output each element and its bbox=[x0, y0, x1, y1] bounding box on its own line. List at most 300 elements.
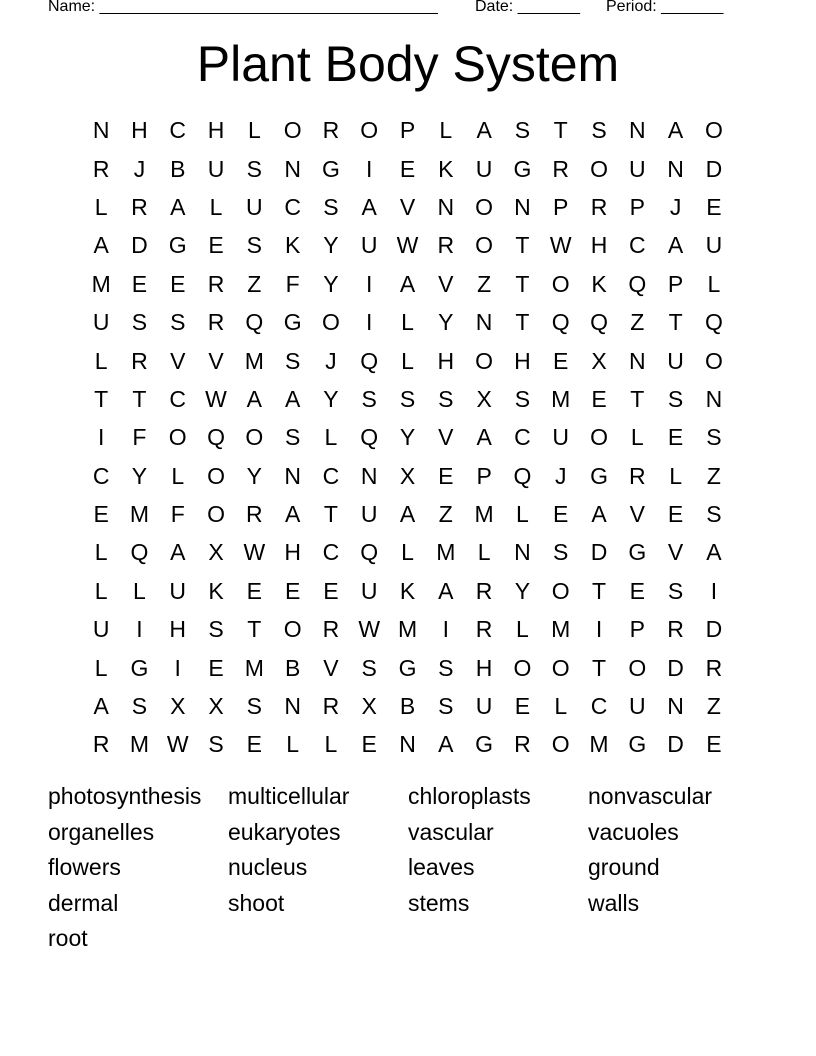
grid-letter[interactable]: C bbox=[514, 424, 531, 451]
grid-letter[interactable]: V bbox=[438, 270, 454, 297]
grid-letter[interactable]: H bbox=[207, 117, 225, 144]
word-bank-item: stems bbox=[408, 889, 470, 916]
grid-letter[interactable]: T bbox=[630, 385, 645, 412]
grid-letter[interactable]: D bbox=[131, 232, 148, 259]
grid-letter[interactable]: Q bbox=[245, 309, 264, 336]
grid-letter[interactable]: T bbox=[515, 270, 530, 297]
grid-letter[interactable]: M bbox=[474, 501, 494, 528]
grid-letter[interactable]: R bbox=[552, 155, 570, 182]
grid-letter[interactable]: R bbox=[322, 693, 340, 720]
grid-letter[interactable]: S bbox=[667, 385, 684, 412]
grid-letter[interactable]: O bbox=[704, 347, 723, 374]
grid-letter[interactable]: A bbox=[246, 385, 262, 412]
grid-row bbox=[82, 149, 734, 187]
grid-letter[interactable]: U bbox=[169, 577, 187, 604]
grid-letter[interactable]: S bbox=[361, 654, 377, 681]
grid-letter[interactable]: L bbox=[94, 539, 108, 566]
grid-letter[interactable]: S bbox=[361, 385, 377, 412]
grid-letter[interactable]: W bbox=[358, 616, 381, 643]
grid-letter[interactable]: O bbox=[513, 654, 532, 681]
grid-letter[interactable]: W bbox=[549, 232, 572, 259]
grid-letter[interactable]: Z bbox=[706, 693, 721, 720]
grid-letter[interactable]: H bbox=[284, 539, 301, 566]
grid-letter[interactable]: H bbox=[590, 232, 608, 259]
grid-letter[interactable]: W bbox=[205, 385, 227, 412]
grid-letter[interactable]: O bbox=[551, 270, 570, 297]
grid-letter[interactable]: Q bbox=[360, 424, 379, 451]
grid-letter[interactable]: W bbox=[243, 539, 266, 566]
grid-letter[interactable]: L bbox=[401, 347, 414, 374]
grid-letter[interactable]: P bbox=[629, 616, 645, 643]
grid-letter[interactable]: C bbox=[322, 539, 340, 566]
grid-letter[interactable]: L bbox=[401, 309, 414, 336]
grid-letter[interactable]: K bbox=[399, 577, 416, 604]
grid-letter[interactable]: E bbox=[667, 501, 684, 528]
grid-letter[interactable]: G bbox=[130, 654, 149, 681]
grid-letter[interactable]: S bbox=[284, 424, 301, 451]
grid-letter[interactable]: H bbox=[475, 654, 493, 681]
grid-letter[interactable]: S bbox=[246, 155, 262, 182]
grid-letter[interactable]: M bbox=[91, 270, 111, 297]
grid-letter[interactable]: R bbox=[628, 462, 646, 489]
grid-letter[interactable]: R bbox=[475, 616, 493, 643]
grid-letter[interactable]: E bbox=[284, 577, 301, 604]
date-field[interactable]: Date: _______ bbox=[475, 0, 580, 15]
grid-letter[interactable]: N bbox=[92, 117, 110, 144]
grid-letter[interactable]: U bbox=[92, 309, 110, 336]
grid-letter[interactable]: G bbox=[628, 539, 647, 566]
grid-letter[interactable]: S bbox=[438, 693, 454, 720]
grid-letter[interactable]: N bbox=[284, 155, 301, 182]
grid-letter[interactable]: S bbox=[399, 385, 416, 412]
grid-letter[interactable]: I bbox=[366, 155, 373, 182]
grid-letter[interactable]: P bbox=[667, 270, 684, 297]
grid-letter[interactable]: E bbox=[553, 501, 569, 528]
grid-letter[interactable]: C bbox=[628, 232, 646, 259]
grid-letter[interactable]: T bbox=[94, 385, 109, 412]
grid-letter[interactable]: V bbox=[208, 347, 224, 374]
grid-letter[interactable]: E bbox=[208, 232, 224, 259]
grid-letter[interactable]: N bbox=[628, 117, 646, 144]
grid-letter[interactable]: K bbox=[208, 577, 224, 604]
grid-letter[interactable]: A bbox=[476, 424, 492, 451]
grid-letter[interactable]: L bbox=[439, 117, 453, 144]
grid-letter[interactable]: U bbox=[207, 155, 225, 182]
grid-letter[interactable]: X bbox=[591, 347, 607, 374]
grid-letter[interactable]: L bbox=[94, 347, 108, 374]
grid-letter[interactable]: Z bbox=[630, 309, 645, 336]
grid-letter[interactable]: B bbox=[170, 155, 186, 182]
grid-letter[interactable]: R bbox=[92, 731, 110, 758]
grid-letter[interactable]: A bbox=[591, 501, 607, 528]
grid-letter[interactable]: A bbox=[476, 117, 492, 144]
grid-letter[interactable]: Q bbox=[360, 347, 379, 374]
grid-letter[interactable]: N bbox=[667, 693, 684, 720]
grid-letter[interactable]: D bbox=[667, 731, 684, 758]
grid-letter[interactable]: R bbox=[590, 193, 608, 220]
grid-letter[interactable]: H bbox=[131, 117, 148, 144]
grid-letter[interactable]: S bbox=[438, 385, 454, 412]
grid-letter[interactable]: O bbox=[475, 193, 494, 220]
grid-letter[interactable]: E bbox=[667, 424, 684, 451]
grid-letter[interactable]: U bbox=[552, 424, 570, 451]
grid-letter[interactable]: M bbox=[129, 731, 150, 758]
grid-letter[interactable]: A bbox=[667, 232, 684, 259]
grid-letter[interactable]: E bbox=[514, 693, 531, 720]
grid-letter[interactable]: E bbox=[438, 462, 454, 489]
grid-letter[interactable]: L bbox=[669, 462, 682, 489]
grid-letter[interactable]: S bbox=[284, 347, 301, 374]
grid-letter[interactable]: A bbox=[706, 539, 722, 566]
grid-letter[interactable]: T bbox=[323, 501, 338, 528]
grid-letter[interactable]: N bbox=[628, 347, 646, 374]
grid-letter[interactable]: M bbox=[436, 539, 456, 566]
grid-letter[interactable]: R bbox=[131, 347, 148, 374]
grid-letter[interactable]: U bbox=[92, 616, 110, 643]
grid-letter[interactable]: S bbox=[246, 693, 262, 720]
grid-letter[interactable]: X bbox=[170, 693, 186, 720]
grid-letter[interactable]: N bbox=[514, 193, 531, 220]
grid-letter[interactable]: D bbox=[667, 654, 684, 681]
grid-letter[interactable]: R bbox=[705, 654, 723, 681]
grid-letter[interactable]: A bbox=[284, 385, 301, 412]
grid-letter[interactable]: M bbox=[244, 654, 264, 681]
grid-letter[interactable]: O bbox=[551, 654, 570, 681]
grid-letter[interactable]: Q bbox=[207, 424, 225, 451]
grid-letter[interactable]: L bbox=[247, 117, 261, 144]
grid-letter[interactable]: Q bbox=[360, 539, 379, 566]
grid-letter[interactable]: Y bbox=[438, 309, 454, 336]
grid-letter[interactable]: H bbox=[437, 347, 455, 374]
grid-letter[interactable]: E bbox=[131, 270, 148, 297]
grid-letter[interactable]: Q bbox=[551, 309, 570, 336]
grid-letter[interactable]: C bbox=[590, 693, 608, 720]
grid-letter[interactable]: X bbox=[399, 462, 416, 489]
grid-letter[interactable]: A bbox=[170, 193, 186, 220]
grid-letter[interactable]: R bbox=[437, 232, 455, 259]
grid-letter[interactable]: Y bbox=[323, 232, 339, 259]
grid-letter[interactable]: I bbox=[366, 270, 373, 297]
grid-letter[interactable]: F bbox=[170, 501, 185, 528]
grid-letter[interactable]: L bbox=[707, 270, 721, 297]
grid-letter[interactable]: V bbox=[438, 424, 454, 451]
grid-letter[interactable]: G bbox=[513, 155, 532, 182]
grid-letter[interactable]: Y bbox=[514, 577, 531, 604]
grid-letter[interactable]: O bbox=[475, 232, 494, 259]
grid-letter[interactable]: U bbox=[360, 501, 378, 528]
grid-letter[interactable]: G bbox=[475, 731, 494, 758]
grid-letter[interactable]: C bbox=[284, 193, 301, 220]
grid-row bbox=[82, 341, 734, 379]
grid-letter[interactable]: L bbox=[94, 577, 108, 604]
grid-letter[interactable]: G bbox=[590, 462, 608, 489]
grid-letter[interactable]: L bbox=[401, 539, 414, 566]
grid-letter[interactable]: R bbox=[322, 117, 340, 144]
grid-letter[interactable]: C bbox=[92, 462, 110, 489]
grid-letter[interactable]: N bbox=[284, 462, 301, 489]
grid-letter[interactable]: L bbox=[94, 193, 108, 220]
grid-letter[interactable]: U bbox=[360, 232, 378, 259]
grid-letter[interactable]: S bbox=[514, 117, 531, 144]
grid-letter[interactable]: G bbox=[321, 155, 340, 182]
grid-letter[interactable]: L bbox=[209, 193, 223, 220]
word-bank-item: eukaryotes bbox=[228, 818, 341, 845]
grid-letter[interactable]: E bbox=[93, 501, 109, 528]
grid-letter[interactable]: K bbox=[284, 232, 301, 259]
grid-letter[interactable]: V bbox=[629, 501, 645, 528]
grid-letter[interactable]: Z bbox=[438, 501, 453, 528]
grid-letter[interactable]: U bbox=[475, 693, 493, 720]
grid-letter[interactable]: V bbox=[170, 347, 186, 374]
grid-letter[interactable]: P bbox=[553, 193, 569, 220]
grid-letter[interactable]: Z bbox=[477, 270, 492, 297]
grid-letter[interactable]: O bbox=[283, 117, 302, 144]
grid-letter[interactable]: C bbox=[322, 462, 340, 489]
grid-letter[interactable]: R bbox=[667, 616, 684, 643]
grid-letter[interactable]: G bbox=[628, 731, 647, 758]
grid-letter[interactable]: Y bbox=[131, 462, 148, 489]
grid-letter[interactable]: A bbox=[284, 501, 301, 528]
grid-letter[interactable]: F bbox=[285, 270, 300, 297]
grid-letter[interactable]: V bbox=[323, 654, 339, 681]
grid-letter[interactable]: I bbox=[366, 309, 373, 336]
grid-letter[interactable]: R bbox=[514, 731, 531, 758]
grid-letter[interactable]: R bbox=[207, 270, 225, 297]
grid-letter[interactable]: N bbox=[437, 193, 455, 220]
grid-letter[interactable]: U bbox=[667, 347, 684, 374]
grid-letter[interactable]: B bbox=[399, 693, 416, 720]
grid-letter[interactable]: G bbox=[398, 654, 417, 681]
grid-letter[interactable]: R bbox=[246, 501, 263, 528]
grid-letter[interactable]: L bbox=[516, 616, 529, 643]
grid-letter[interactable]: I bbox=[595, 616, 603, 643]
grid-letter[interactable]: J bbox=[554, 462, 567, 489]
grid-letter[interactable]: X bbox=[208, 539, 224, 566]
grid-letter[interactable]: I bbox=[136, 616, 143, 643]
grid-letter[interactable]: T bbox=[247, 616, 262, 643]
grid-letter[interactable]: E bbox=[246, 577, 262, 604]
grid-letter[interactable]: M bbox=[129, 501, 150, 528]
grid-letter[interactable]: N bbox=[475, 309, 493, 336]
grid-letter[interactable]: I bbox=[442, 616, 450, 643]
grid-row bbox=[82, 188, 734, 226]
grid-letter[interactable]: R bbox=[207, 309, 225, 336]
grid-letter[interactable]: N bbox=[399, 731, 416, 758]
grid-letter[interactable]: F bbox=[132, 424, 147, 451]
grid-letter[interactable]: S bbox=[706, 501, 722, 528]
grid-letter[interactable]: T bbox=[553, 117, 568, 144]
grid-letter[interactable]: Y bbox=[323, 270, 339, 297]
grid-letter[interactable]: U bbox=[705, 232, 723, 259]
grid-letter[interactable]: Q bbox=[130, 539, 149, 566]
grid-letter[interactable]: N bbox=[284, 693, 301, 720]
grid-letter[interactable]: T bbox=[515, 309, 530, 336]
grid-letter[interactable]: L bbox=[286, 731, 300, 758]
grid-letter[interactable]: L bbox=[324, 424, 338, 451]
grid-letter[interactable]: C bbox=[169, 385, 187, 412]
grid-letter[interactable]: O bbox=[168, 424, 187, 451]
grid-letter[interactable]: P bbox=[629, 193, 645, 220]
grid-letter[interactable]: T bbox=[591, 654, 607, 681]
grid-letter[interactable]: V bbox=[399, 193, 416, 220]
grid-letter[interactable]: D bbox=[705, 616, 723, 643]
grid-letter[interactable]: Q bbox=[590, 309, 608, 336]
grid-letter[interactable]: Q bbox=[628, 270, 647, 297]
grid-letter[interactable]: S bbox=[514, 385, 531, 412]
grid-letter[interactable]: B bbox=[284, 654, 301, 681]
grid-letter[interactable]: O bbox=[321, 309, 340, 336]
grid-letter[interactable]: Y bbox=[246, 462, 262, 489]
grid-letter[interactable]: X bbox=[208, 693, 224, 720]
grid-letter[interactable]: A bbox=[93, 232, 109, 259]
grid-letter[interactable]: A bbox=[93, 693, 109, 720]
grid-letter[interactable]: L bbox=[477, 539, 491, 566]
grid-letter[interactable]: S bbox=[131, 693, 148, 720]
grid-letter[interactable]: I bbox=[710, 577, 718, 604]
grid-letter[interactable]: A bbox=[667, 117, 684, 144]
grid-letter[interactable]: N bbox=[705, 385, 723, 412]
grid-letter[interactable]: M bbox=[551, 385, 571, 412]
grid-letter[interactable]: L bbox=[554, 693, 568, 720]
grid-letter[interactable]: I bbox=[97, 424, 105, 451]
grid-letter[interactable]: E bbox=[361, 731, 377, 758]
grid-letter[interactable]: E bbox=[323, 577, 339, 604]
grid-letter[interactable]: O bbox=[551, 731, 570, 758]
grid-letter[interactable]: Z bbox=[247, 270, 262, 297]
grid-letter[interactable]: E bbox=[706, 193, 722, 220]
grid-letter[interactable]: V bbox=[667, 539, 684, 566]
grid-letter[interactable]: L bbox=[630, 424, 644, 451]
grid-letter[interactable]: W bbox=[396, 232, 419, 259]
grid-letter[interactable]: A bbox=[438, 731, 454, 758]
grid-letter[interactable]: T bbox=[132, 385, 147, 412]
grid-letter[interactable]: P bbox=[476, 462, 492, 489]
grid-letter[interactable]: G bbox=[168, 232, 187, 259]
grid-letter[interactable]: O bbox=[628, 654, 647, 681]
grid-letter[interactable]: M bbox=[244, 347, 264, 374]
grid-letter[interactable]: E bbox=[591, 385, 607, 412]
grid-letter[interactable]: S bbox=[208, 731, 224, 758]
grid-letter[interactable]: H bbox=[169, 616, 187, 643]
grid-letter[interactable]: E bbox=[246, 731, 262, 758]
grid-letter[interactable]: L bbox=[516, 501, 529, 528]
grid-letter[interactable]: I bbox=[174, 654, 181, 681]
grid-letter[interactable]: S bbox=[706, 424, 722, 451]
grid-letter[interactable]: N bbox=[667, 155, 684, 182]
name-field[interactable]: Name: ______________________________________ bbox=[48, 0, 438, 15]
grid-letter[interactable]: G bbox=[283, 309, 302, 336]
grid-letter[interactable]: S bbox=[208, 616, 224, 643]
grid-letter[interactable]: O bbox=[590, 424, 608, 451]
grid-letter[interactable]: A bbox=[438, 577, 454, 604]
grid-letter[interactable]: S bbox=[323, 193, 339, 220]
grid-letter[interactable]: S bbox=[131, 309, 148, 336]
grid-letter[interactable]: Y bbox=[399, 424, 416, 451]
grid-letter[interactable]: O bbox=[704, 117, 723, 144]
grid-letter[interactable]: J bbox=[669, 193, 682, 220]
grid-letter[interactable]: Q bbox=[513, 462, 532, 489]
grid-letter[interactable]: U bbox=[475, 155, 493, 182]
word-bank-item: ground bbox=[588, 854, 660, 881]
grid-letter[interactable]: J bbox=[133, 155, 146, 182]
grid-letter[interactable]: R bbox=[131, 193, 148, 220]
grid-letter[interactable]: S bbox=[170, 309, 186, 336]
grid-letter[interactable]: W bbox=[166, 731, 189, 758]
grid-letter[interactable]: M bbox=[551, 616, 571, 643]
grid-letter[interactable]: A bbox=[399, 270, 416, 297]
grid-letter[interactable]: E bbox=[629, 577, 645, 604]
grid-letter[interactable]: O bbox=[360, 117, 379, 144]
grid-letter[interactable]: L bbox=[133, 577, 146, 604]
grid-letter[interactable]: M bbox=[397, 616, 418, 643]
grid-letter[interactable]: N bbox=[360, 462, 378, 489]
grid-letter[interactable]: E bbox=[706, 731, 722, 758]
grid-letter[interactable]: J bbox=[325, 347, 337, 374]
grid-letter[interactable]: R bbox=[92, 155, 110, 182]
grid-letter[interactable]: L bbox=[324, 731, 338, 758]
grid-letter[interactable]: O bbox=[590, 155, 608, 182]
grid-letter[interactable]: M bbox=[589, 731, 609, 758]
grid-row bbox=[82, 687, 734, 725]
grid-letter[interactable]: O bbox=[245, 424, 264, 451]
grid-letter[interactable]: Z bbox=[706, 462, 721, 489]
grid-letter[interactable]: N bbox=[514, 539, 531, 566]
grid-letter[interactable]: S bbox=[438, 654, 454, 681]
grid-letter[interactable]: E bbox=[208, 654, 224, 681]
grid-letter[interactable]: L bbox=[171, 462, 185, 489]
grid-letter[interactable]: E bbox=[553, 347, 569, 374]
grid-letter[interactable]: S bbox=[667, 577, 684, 604]
grid-letter[interactable]: S bbox=[553, 539, 569, 566]
grid-letter[interactable]: X bbox=[476, 385, 492, 412]
grid-letter[interactable]: R bbox=[475, 577, 493, 604]
grid-letter[interactable]: U bbox=[360, 577, 378, 604]
grid-letter[interactable]: S bbox=[591, 117, 607, 144]
grid-letter[interactable]: K bbox=[438, 155, 454, 182]
grid-letter[interactable]: A bbox=[399, 501, 416, 528]
period-field[interactable]: Period: _______ bbox=[606, 0, 724, 15]
grid-letter[interactable]: H bbox=[514, 347, 531, 374]
grid-letter[interactable]: P bbox=[399, 117, 416, 144]
grid-letter[interactable]: O bbox=[475, 347, 494, 374]
grid-letter[interactable]: O bbox=[207, 501, 225, 528]
grid-letter[interactable]: S bbox=[246, 232, 262, 259]
grid-letter[interactable]: T bbox=[668, 309, 683, 336]
grid-letter[interactable]: C bbox=[169, 117, 187, 144]
grid-letter[interactable]: O bbox=[551, 577, 570, 604]
grid-letter[interactable]: R bbox=[322, 616, 340, 643]
grid-letter[interactable]: E bbox=[170, 270, 186, 297]
grid-letter[interactable]: K bbox=[591, 270, 607, 297]
grid-letter[interactable]: X bbox=[361, 693, 377, 720]
grid-letter[interactable]: D bbox=[590, 539, 608, 566]
grid-letter[interactable]: A bbox=[170, 539, 186, 566]
word-bank-item: nonvascular bbox=[588, 783, 713, 809]
grid-letter[interactable]: A bbox=[361, 193, 377, 220]
grid-letter[interactable]: E bbox=[399, 155, 416, 182]
grid-letter[interactable]: D bbox=[705, 155, 723, 182]
grid-letter[interactable]: Y bbox=[323, 385, 339, 412]
grid-letter[interactable]: U bbox=[246, 193, 263, 220]
grid-letter[interactable]: O bbox=[207, 462, 225, 489]
grid-letter[interactable]: O bbox=[283, 616, 302, 643]
grid-letter[interactable]: U bbox=[628, 155, 646, 182]
grid-letter[interactable]: L bbox=[94, 654, 108, 681]
grid-letter[interactable]: Q bbox=[704, 309, 723, 336]
grid-letter[interactable]: T bbox=[515, 232, 530, 259]
grid-letter[interactable]: U bbox=[628, 693, 646, 720]
grid-letter[interactable]: T bbox=[591, 577, 607, 604]
